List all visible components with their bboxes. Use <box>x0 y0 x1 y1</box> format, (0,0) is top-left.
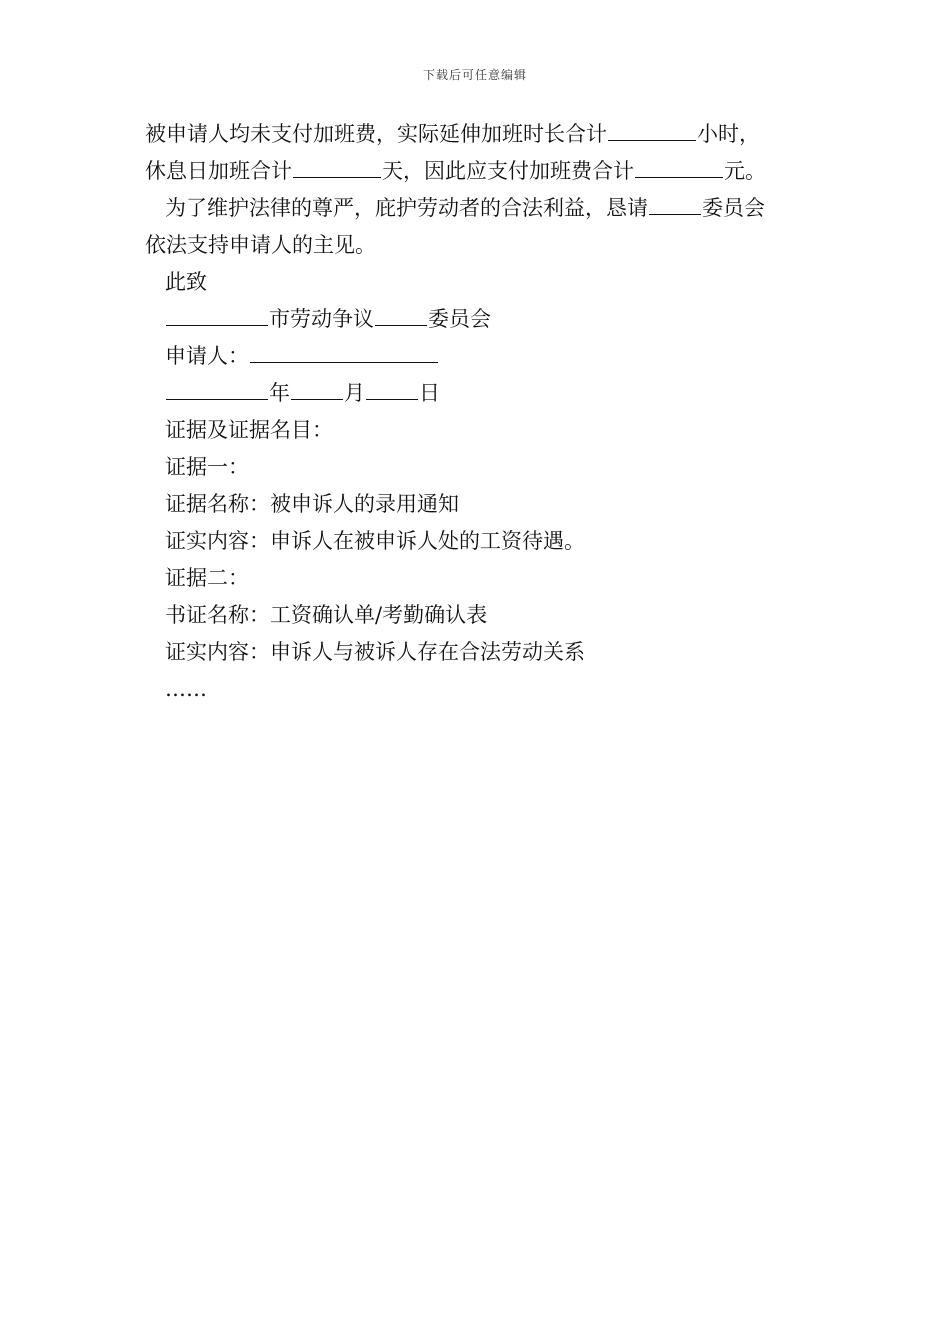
document-body <box>145 116 815 708</box>
date-month: 月 <box>344 381 365 405</box>
month-blank <box>291 375 343 400</box>
evidence1-content: 证实内容：申诉人在被申诉人处的工资待遇。 <box>165 529 585 553</box>
recipient-text-2: 委员会 <box>428 307 491 331</box>
evidence2-name: 书证名称：工资确认单/考勤确认表 <box>165 603 488 627</box>
header-note: 下载后可任意编辑 <box>422 68 527 82</box>
restday-text-3: 元。 <box>724 159 766 183</box>
recipient-line <box>145 301 815 338</box>
ellipsis-line <box>145 671 815 708</box>
year-blank <box>166 375 268 400</box>
overtime-text-1: 被申请人均未支付加班费，实际延伸加班时长合计 <box>145 122 607 146</box>
evidence2-label: 证据二： <box>165 566 249 590</box>
city-blank <box>166 301 268 326</box>
applicant-line <box>145 338 815 375</box>
restday-text-2: 天，因此应支付加班费合计 <box>382 159 634 183</box>
evidence1-label-line <box>145 449 815 486</box>
overtime-hours-blank <box>608 116 696 141</box>
request-line-2 <box>145 227 815 264</box>
evidence-title: 证据及证据名目： <box>165 418 333 442</box>
recipient-committee-blank <box>375 301 427 326</box>
evidence-title-line <box>145 412 815 449</box>
salutation: 此致 <box>165 270 207 294</box>
overtime-text-2: 小时， <box>697 122 760 146</box>
evidence2-content-line <box>145 634 815 671</box>
date-day: 日 <box>419 381 440 405</box>
evidence1-name-line <box>145 486 815 523</box>
date-year: 年 <box>269 381 290 405</box>
committee-blank <box>649 190 701 215</box>
restday-text-1: 休息日加班合计 <box>145 159 292 183</box>
salutation-line <box>145 264 815 301</box>
request-line-1 <box>145 190 815 227</box>
overtime-line-2 <box>145 153 815 190</box>
applicant-label: 申请人： <box>165 344 249 368</box>
evidence1-label: 证据一： <box>165 455 249 479</box>
restday-days-blank <box>293 153 381 178</box>
evidence2-label-line <box>145 560 815 597</box>
evidence2-content: 证实内容：申诉人与被诉人存在合法劳动关系 <box>165 640 585 664</box>
overtime-pay-blank <box>635 153 723 178</box>
evidence2-name-line <box>145 597 815 634</box>
applicant-blank <box>250 338 438 363</box>
evidence1-content-line <box>145 523 815 560</box>
day-blank <box>366 375 418 400</box>
date-line <box>145 375 815 412</box>
recipient-text-1: 市劳动争议 <box>269 307 374 331</box>
request-text-3: 依法支持申请人的主见。 <box>145 233 376 257</box>
overtime-line-1 <box>145 116 815 153</box>
evidence1-name: 证据名称：被申诉人的录用通知 <box>165 492 459 516</box>
request-text-1: 为了维护法律的尊严，庇护劳动者的合法利益，恳请 <box>165 196 648 220</box>
request-text-2: 委员会 <box>702 196 765 220</box>
ellipsis: …… <box>165 677 207 701</box>
